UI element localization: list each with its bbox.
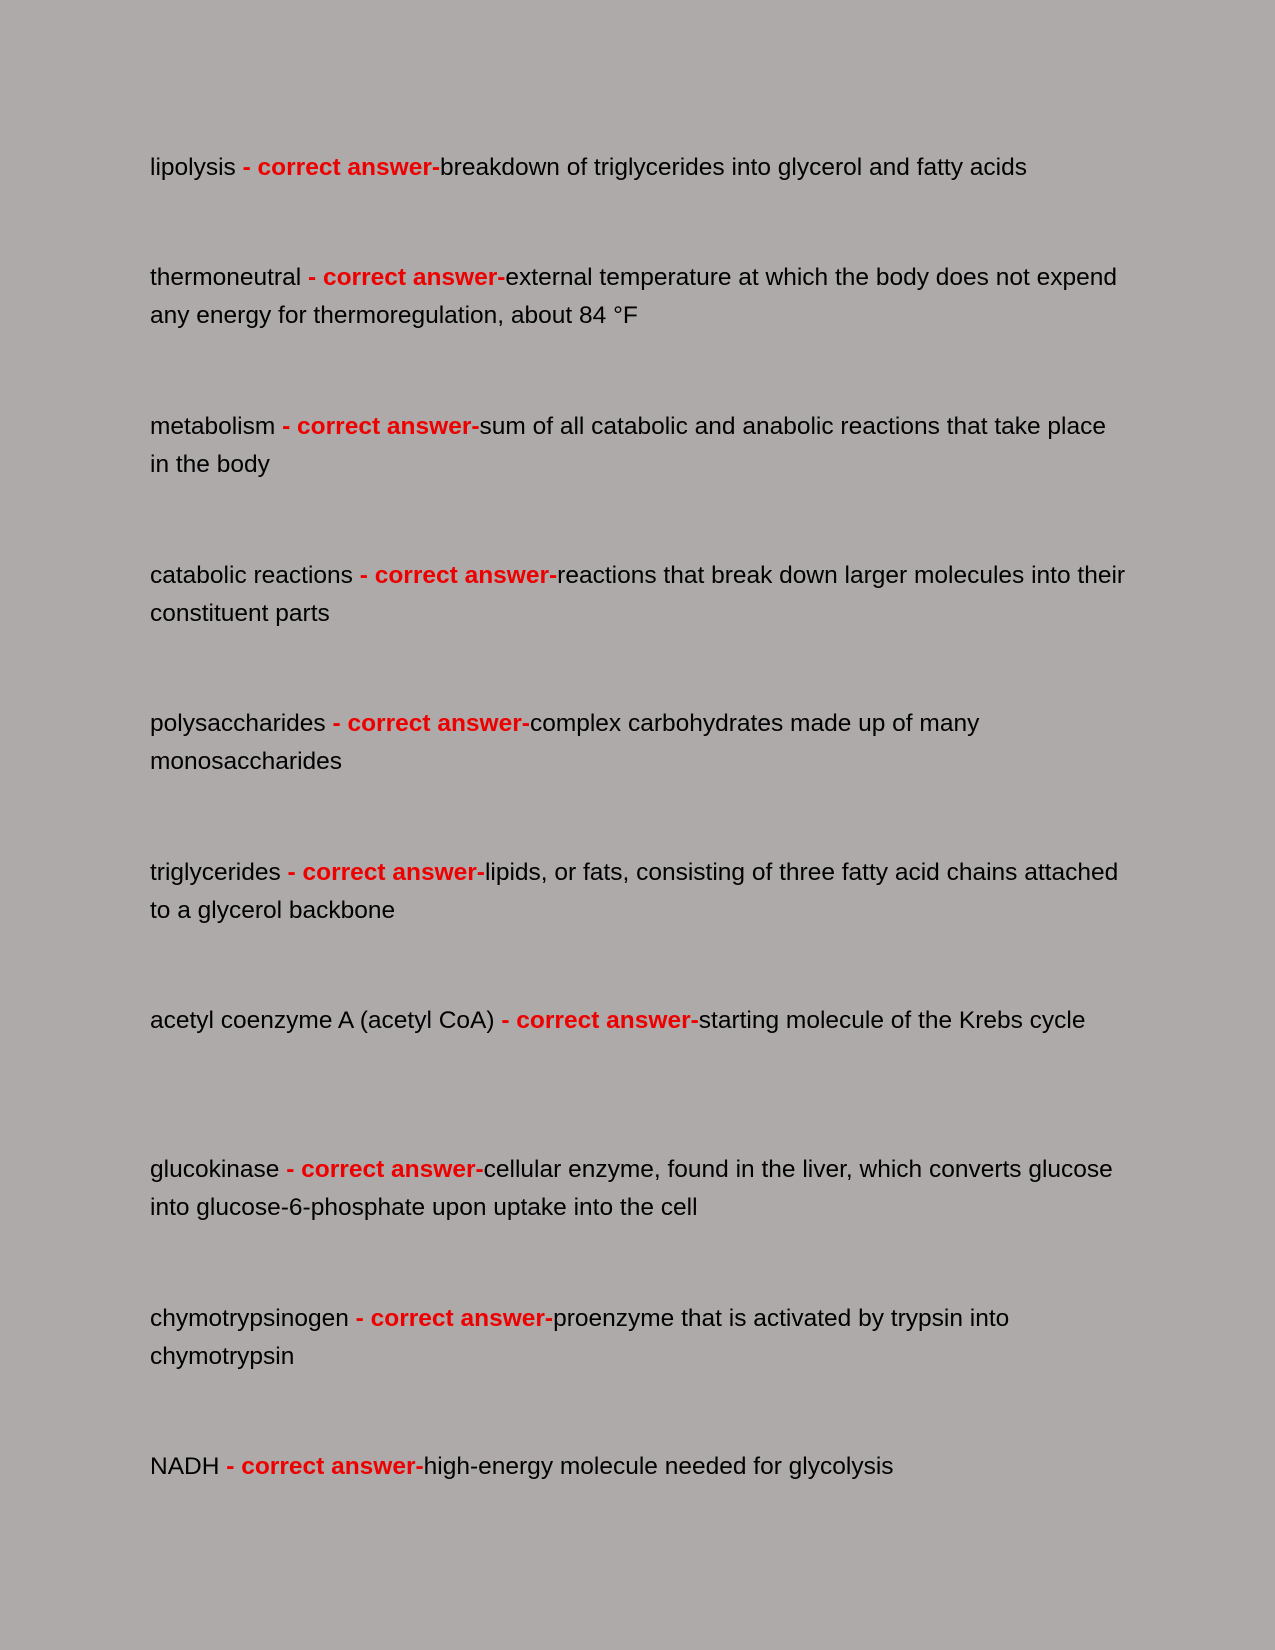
entry-definition: cellular enzyme, found in the liver, which converts glucose into glucose-6-phosphate upon uptake into the cell [150, 1156, 1113, 1221]
entry-term: NADH [150, 1453, 220, 1480]
answer-separator: - correct answer- [501, 1007, 699, 1034]
flashcard-entry [150, 705, 1130, 781]
entry-definition: breakdown of triglycerides into glycerol and fatty acids [440, 154, 1027, 181]
entry-term: polysaccharides [150, 710, 326, 737]
answer-separator: - correct answer- [359, 562, 558, 589]
flashcard-entry [150, 1448, 1130, 1486]
flashcard-entry [150, 408, 1130, 484]
entry-term: thermoneutral [150, 264, 302, 291]
entry-term: chymotrypsinogen [150, 1305, 349, 1332]
entry-term: metabolism [150, 413, 276, 440]
entry-term: triglycerides [150, 859, 281, 886]
flashcard-entry [150, 1002, 1130, 1040]
entry-definition: external temperature at which the body does not expend any energy for thermoregulation, about 84 °F [150, 264, 1117, 329]
flashcard-entry [150, 259, 1130, 335]
entry-term: catabolic reactions [150, 562, 353, 589]
answer-separator: - correct answer- [355, 1305, 554, 1332]
answer-separator: - correct answer- [226, 1453, 424, 1480]
answer-separator: - correct answer- [286, 1156, 484, 1183]
answer-separator: - correct answer- [307, 264, 506, 291]
entry-definition: lipids, or fats, consisting of three fatty acid chains attached to a glycerol backbone [150, 859, 1119, 924]
answer-separator: - correct answer- [242, 154, 441, 181]
entry-definition: starting molecule of the Krebs cycle [698, 1007, 1086, 1034]
entry-term: lipolysis [150, 154, 236, 181]
entry-definition: sum of all catabolic and anabolic reactions that take place in the body [150, 413, 1107, 478]
flashcard-entry [150, 557, 1130, 633]
entry-definition: high-energy molecule needed for glycolysis [423, 1453, 894, 1480]
entry-term: glucokinase [150, 1156, 280, 1183]
entry-definition: complex carbohydrates made up of many monosaccharides [150, 710, 980, 775]
answer-separator: - correct answer- [287, 859, 485, 886]
entry-definition: proenzyme that is activated by trypsin into chymotrypsin [150, 1305, 1010, 1370]
flashcard-entry [150, 149, 1130, 187]
flashcard-entry [150, 1300, 1130, 1376]
answer-separator: - correct answer- [332, 710, 530, 737]
entry-definition: reactions that break down larger molecules into their constituent parts [150, 562, 1126, 627]
answer-separator: - correct answer- [282, 413, 480, 440]
flashcard-entry [150, 854, 1130, 930]
flashcard-entry [150, 1151, 1130, 1227]
entry-term: acetyl coenzyme A (acetyl CoA) [150, 1007, 495, 1034]
